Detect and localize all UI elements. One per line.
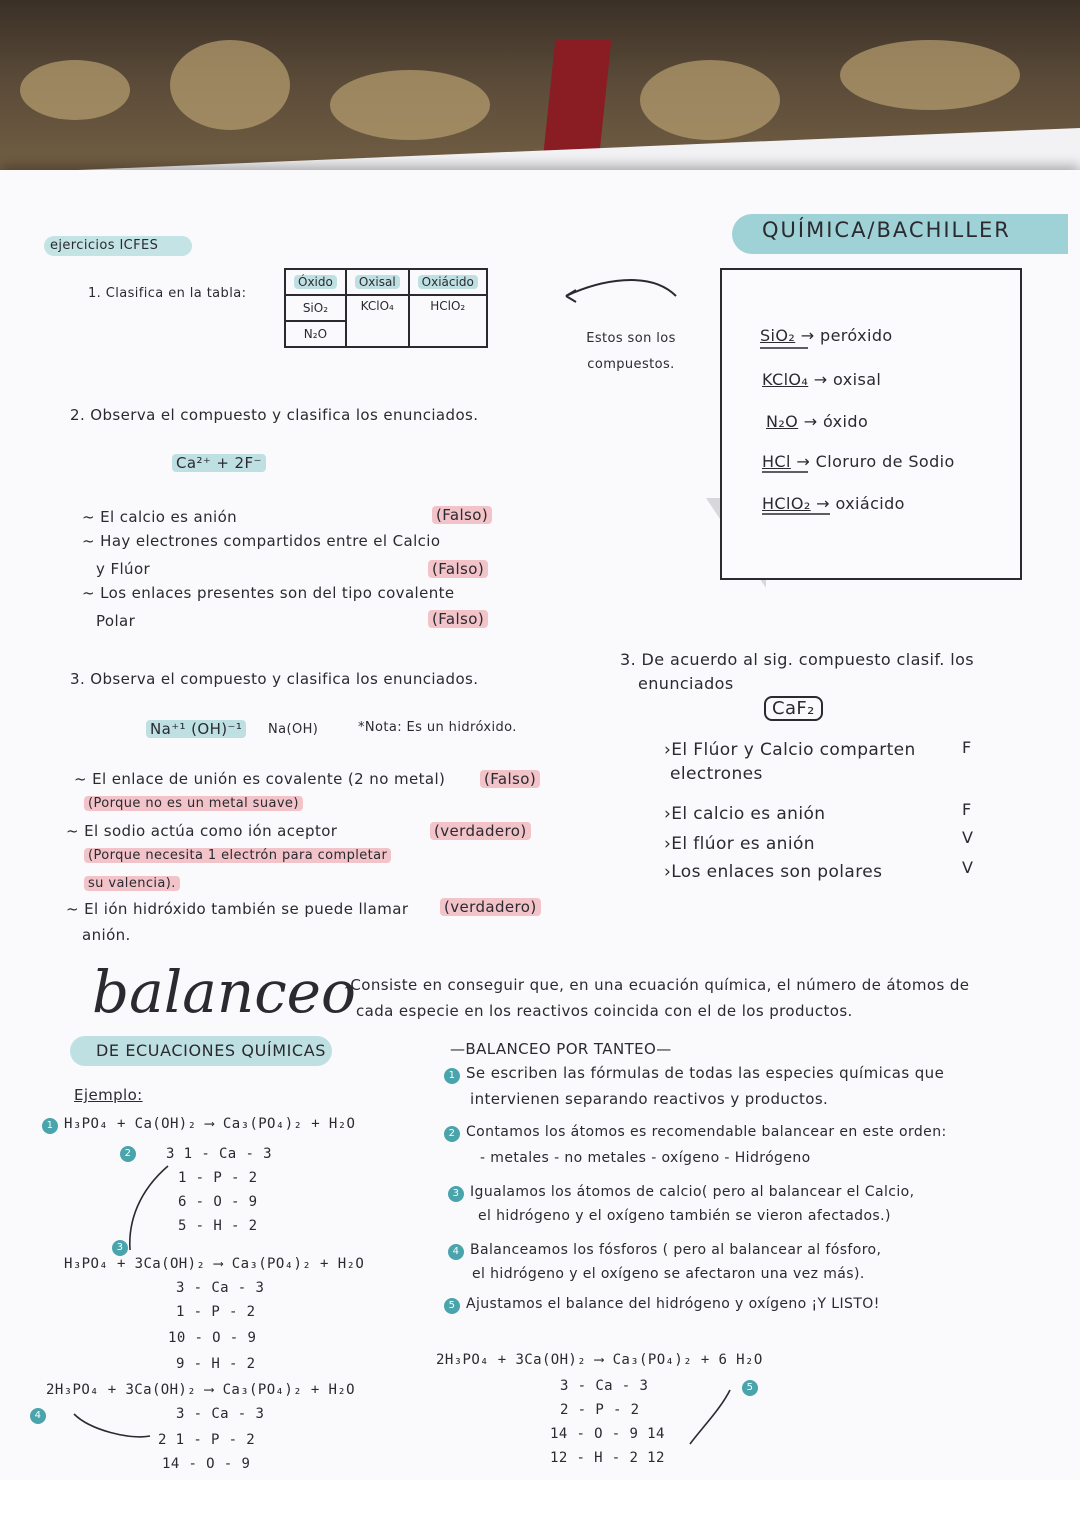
exercise2-compound: Ca²⁺ + 2F⁻: [172, 454, 266, 472]
atom-count: 9 - H - 2: [176, 1356, 256, 1372]
final-equation: 2H₃PO₄ + 3Ca(OH)₂ ⟶ Ca₃(PO₄)₂ + 6 H₂O: [436, 1352, 763, 1368]
box-item: SiO₂ → peróxido: [760, 326, 893, 345]
statement-cont: anión.: [82, 926, 131, 944]
page-title: QUÍMICA/BACHILLER: [762, 218, 1011, 242]
reason-cont: su valencia).: [84, 876, 180, 891]
table-cell: HClO₂: [409, 295, 487, 347]
example-label: Ejemplo:: [74, 1086, 143, 1104]
atom-count: 2 1 - P - 2: [158, 1432, 256, 1448]
atom-count: 14 - O - 9: [162, 1456, 251, 1472]
step-cont: intervienen separando reactivos y productos.: [470, 1090, 829, 1108]
step: 5 Ajustamos el balance del hidrógeno y oxígeno ¡Y LISTO!: [444, 1296, 880, 1314]
answer: (verdadero): [430, 822, 531, 840]
atom-count: 3 - Ca - 3: [560, 1378, 649, 1394]
answer: (Falso): [432, 506, 492, 524]
step-marker: 3: [112, 1238, 134, 1256]
exercise3a-prompt: 3. Observa el compuesto y clasifica los enunciados.: [70, 670, 479, 688]
step: 3 Igualamos los átomos de calcio( pero al balancear el Calcio,: [448, 1184, 914, 1202]
compound-name: Na(OH): [268, 722, 319, 737]
reason: (Porque necesita 1 electrón para completar: [84, 848, 391, 863]
exercise2-prompt: 2. Observa el compuesto y clasifica los enunciados.: [70, 406, 479, 424]
box-item: HCl → Cloruro de Sodio: [762, 452, 955, 471]
statement: ~ El ión hidróxido también se puede llamar: [66, 900, 409, 918]
atom-count: 14 - O - 9 14: [550, 1426, 665, 1442]
answer: F: [962, 738, 972, 757]
section-tag: ejercicios ICFES: [50, 238, 159, 253]
step-marker: 4: [30, 1406, 52, 1424]
box-item: N₂O → óxido: [766, 412, 869, 431]
step: 2 Contamos los átomos es recomendable balancear en este orden:: [444, 1124, 947, 1142]
atom-count: 3 1 - Ca - 3: [166, 1146, 272, 1162]
atom-count: 6 - O - 9: [178, 1194, 258, 1210]
step-marker: 5: [742, 1378, 764, 1396]
atom-count: 3 - Ca - 3: [176, 1280, 265, 1296]
answer: F: [962, 800, 972, 819]
step-cont: el hidrógeno y el oxígeno se afectaron una vez más).: [472, 1266, 865, 1282]
exercise3b-prompt: 3. De acuerdo al sig. compuesto clasif. los: [620, 650, 974, 669]
atom-count: 1 - P - 2: [176, 1304, 256, 1320]
compounds-note: Estos son los compuestos.: [586, 331, 676, 372]
statement-cont: y Flúor: [96, 560, 151, 578]
statement: ~ El enlace de unión es covalente (2 no metal): [74, 770, 446, 788]
equation: 1 H₃PO₄ + Ca(OH)₂ ⟶ Ca₃(PO₄)₂ + H₂O: [42, 1114, 355, 1134]
table-cell: SiO₂: [285, 295, 346, 321]
statement: ›El flúor es anión: [664, 834, 815, 854]
atom-count: 3 - Ca - 3: [176, 1406, 265, 1422]
method-title: —BALANCEO POR TANTEO—: [450, 1040, 672, 1058]
atom-count: 12 - H - 2 12: [550, 1450, 665, 1466]
table-cell: N₂O: [285, 321, 346, 347]
answer: (Falso): [480, 770, 540, 788]
table-header: Oxisal: [346, 269, 409, 295]
table-header: Oxiácido: [409, 269, 487, 295]
table-cell: KClO₄: [346, 295, 409, 347]
statement-cont: Polar: [96, 612, 136, 630]
answer: (verdadero): [440, 898, 541, 916]
table-header: Óxido: [285, 269, 346, 295]
answer: V: [962, 858, 974, 877]
statement: ›El calcio es anión: [664, 804, 826, 824]
atom-count: 10 - O - 9: [168, 1330, 257, 1346]
atom-count: 2 - P - 2: [560, 1402, 640, 1418]
exercise3b-prompt-cont: enunciados: [638, 674, 734, 693]
step: 4 Balanceamos los fósforos ( pero al balancear al fósforo,: [448, 1242, 881, 1260]
statement: ~ El sodio actúa como ión aceptor: [66, 822, 338, 840]
statement: ›Los enlaces son polares: [664, 862, 883, 882]
statement-cont: electrones: [670, 764, 763, 784]
step: 1 Se escriben las fórmulas de todas las especies químicas que: [444, 1064, 944, 1084]
atom-count: 1 - P - 2: [178, 1170, 258, 1186]
statement: ~ El calcio es anión: [82, 508, 238, 526]
statement: ~ Los enlaces presentes son del tipo covalente: [82, 584, 455, 602]
exercise3b-compound: CaF₂: [764, 696, 823, 721]
exercise1-prompt: 1. Clasifica en la tabla:: [88, 286, 247, 301]
statement: ~ Hay electrones compartidos entre el Calcio: [82, 532, 441, 550]
atom-count: 5 - H - 2: [178, 1218, 258, 1234]
answer: (Falso): [428, 560, 488, 578]
balanceo-subtitle: DE ECUACIONES QUÍMICAS: [96, 1041, 326, 1060]
answer: (Falso): [428, 610, 488, 628]
box-item: KClO₄ → oxisal: [762, 370, 882, 389]
reason: (Porque no es un metal suave): [84, 796, 303, 811]
definition-cont: cada especie en los reactivos coincida con el de los productos.: [356, 1002, 853, 1020]
step-marker: 2: [120, 1144, 142, 1162]
answer: V: [962, 828, 974, 847]
definition: ›Consiste en conseguir que, en una ecuación química, el número de átomos de: [344, 976, 970, 994]
equation: 2H₃PO₄ + 3Ca(OH)₂ ⟶ Ca₃(PO₄)₂ + H₂O: [46, 1382, 356, 1398]
statement: ›El Flúor y Calcio comparten: [664, 740, 916, 760]
exercise3a-compound: Na⁺¹ (OH)⁻¹: [146, 720, 246, 738]
step-cont: el hidrógeno y el oxígeno también se vieron afectados.): [478, 1208, 891, 1224]
balanceo-title: balanceo: [92, 958, 356, 1026]
hydroxide-note: *Nota: Es un hidróxido.: [358, 720, 517, 735]
box-item: HClO₂ → oxiácido: [762, 494, 905, 513]
equation: H₃PO₄ + 3Ca(OH)₂ ⟶ Ca₃(PO₄)₂ + H₂O: [64, 1256, 365, 1272]
step-cont: - metales - no metales - oxígeno - Hidrógeno: [480, 1150, 811, 1166]
